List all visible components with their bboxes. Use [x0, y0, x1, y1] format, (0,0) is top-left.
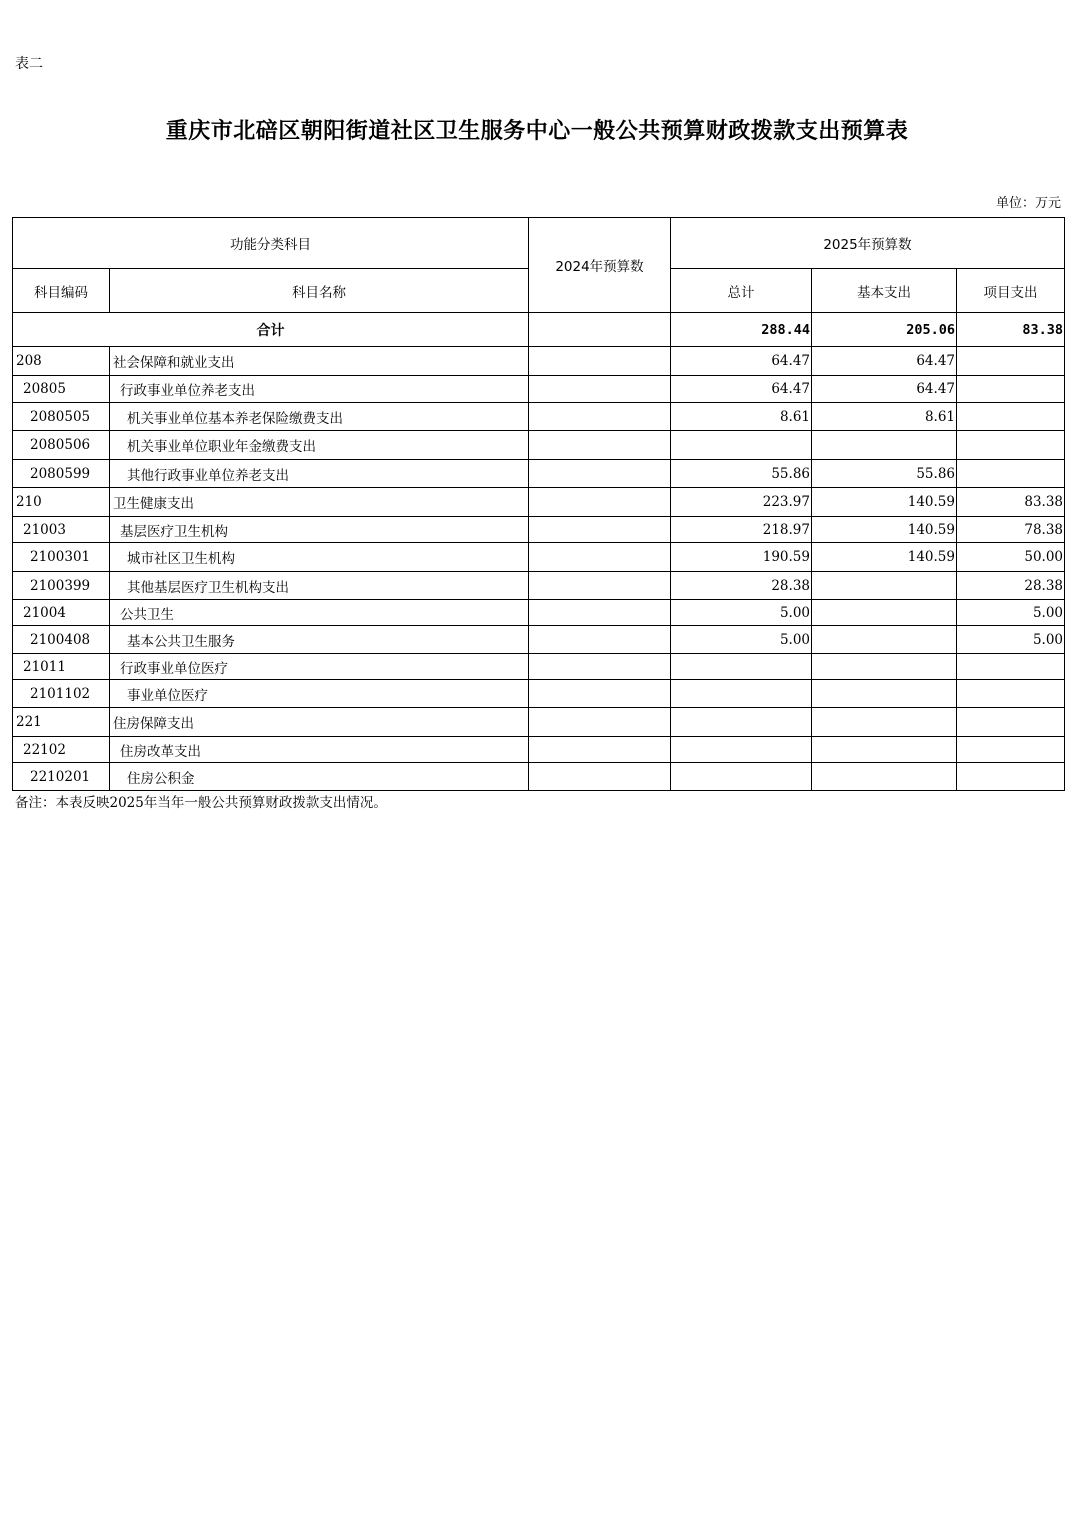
- cell-code: 2101102: [13, 680, 110, 708]
- cell-project: 83.38: [957, 488, 1065, 517]
- cell-basic: 140.59: [812, 488, 957, 517]
- footnote: 备注：本表反映2025年当年一般公共预算财政拨款支出情况。: [15, 795, 387, 811]
- cell-name: 住房改革支出: [110, 737, 529, 763]
- cell-code: 208: [13, 347, 110, 376]
- cell-name: 行政事业单位医疗: [110, 654, 529, 680]
- total-label: 合计: [13, 313, 529, 347]
- cell-code: 2080506: [13, 431, 110, 460]
- cell-total: 218.97: [671, 517, 812, 543]
- cell-project: [957, 431, 1065, 460]
- table-row: [13, 626, 1065, 654]
- cell-total: [671, 431, 812, 460]
- cell-prev: [529, 347, 671, 376]
- header-row-1: [13, 218, 1065, 269]
- cell-project: 28.38: [957, 572, 1065, 600]
- header-curr-group: 2025年预算数: [671, 218, 1065, 269]
- cell-prev: [529, 431, 671, 460]
- table-row: [13, 680, 1065, 708]
- cell-prev: [529, 572, 671, 600]
- table-row: [13, 654, 1065, 680]
- cell-total: [671, 737, 812, 763]
- cell-basic: [812, 600, 957, 626]
- header-prev-budget: 2024年预算数: [529, 218, 671, 313]
- cell-basic: 64.47: [812, 376, 957, 403]
- cell-prev: [529, 488, 671, 517]
- header-name: 科目名称: [110, 269, 529, 313]
- cell-prev: [529, 376, 671, 403]
- cell-name: 社会保障和就业支出: [110, 347, 529, 376]
- header-func-group: 功能分类科目: [13, 218, 529, 269]
- table-row: [13, 488, 1065, 517]
- table-row: [13, 572, 1065, 600]
- cell-prev: [529, 737, 671, 763]
- cell-project: [957, 680, 1065, 708]
- table-row: [13, 460, 1065, 488]
- cell-basic: [812, 654, 957, 680]
- cell-total: 28.38: [671, 572, 812, 600]
- total-basic: 205.06: [812, 313, 957, 347]
- cell-name: 基本公共卫生服务: [110, 626, 529, 654]
- cell-code: 2210201: [13, 763, 110, 791]
- page-title: 重庆市北碚区朝阳街道社区卫生服务中心一般公共预算财政拨款支出预算表: [165, 118, 909, 144]
- cell-project: [957, 403, 1065, 431]
- cell-code: 210: [13, 488, 110, 517]
- cell-project: [957, 708, 1065, 737]
- cell-total: 55.86: [671, 460, 812, 488]
- cell-basic: [812, 626, 957, 654]
- cell-name: 其他行政事业单位养老支出: [110, 460, 529, 488]
- cell-basic: 140.59: [812, 517, 957, 543]
- header-code: 科目编码: [13, 269, 110, 313]
- cell-name: 机关事业单位职业年金缴费支出: [110, 431, 529, 460]
- cell-total: 64.47: [671, 347, 812, 376]
- cell-total: 8.61: [671, 403, 812, 431]
- header-total: 总计: [671, 269, 812, 313]
- cell-basic: [812, 763, 957, 791]
- cell-total: [671, 680, 812, 708]
- cell-total: 5.00: [671, 626, 812, 654]
- cell-code: 2100399: [13, 572, 110, 600]
- cell-code: 20805: [13, 376, 110, 403]
- table-row: [13, 376, 1065, 403]
- cell-total: 64.47: [671, 376, 812, 403]
- cell-prev: [529, 403, 671, 431]
- cell-project: [957, 460, 1065, 488]
- cell-prev: [529, 680, 671, 708]
- cell-project: 5.00: [957, 600, 1065, 626]
- cell-code: 2080505: [13, 403, 110, 431]
- budget-table: [12, 217, 1065, 791]
- cell-prev: [529, 600, 671, 626]
- cell-name: 事业单位医疗: [110, 680, 529, 708]
- cell-project: [957, 763, 1065, 791]
- total-total: 288.44: [671, 313, 812, 347]
- cell-total: [671, 763, 812, 791]
- cell-prev: [529, 654, 671, 680]
- cell-code: 2100408: [13, 626, 110, 654]
- table-row: [13, 763, 1065, 791]
- cell-code: 221: [13, 708, 110, 737]
- cell-name: 机关事业单位基本养老保险缴费支出: [110, 403, 529, 431]
- cell-project: [957, 376, 1065, 403]
- cell-basic: [812, 431, 957, 460]
- cell-code: 2080599: [13, 460, 110, 488]
- cell-code: 21004: [13, 600, 110, 626]
- cell-project: 78.38: [957, 517, 1065, 543]
- table-row: [13, 517, 1065, 543]
- cell-project: 5.00: [957, 626, 1065, 654]
- table-row: [13, 708, 1065, 737]
- unit-label: 单位：万元: [995, 196, 1061, 211]
- cell-prev: [529, 763, 671, 791]
- cell-prev: [529, 626, 671, 654]
- cell-code: 21011: [13, 654, 110, 680]
- cell-name: 行政事业单位养老支出: [110, 376, 529, 403]
- cell-name: 其他基层医疗卫生机构支出: [110, 572, 529, 600]
- cell-total: 190.59: [671, 543, 812, 572]
- cell-total: 223.97: [671, 488, 812, 517]
- cell-total: [671, 708, 812, 737]
- table-row: [13, 431, 1065, 460]
- cell-name: 住房保障支出: [110, 708, 529, 737]
- total-prev: [529, 313, 671, 347]
- cell-basic: [812, 572, 957, 600]
- cell-basic: 64.47: [812, 347, 957, 376]
- table-row: [13, 737, 1065, 763]
- cell-code: 2100301: [13, 543, 110, 572]
- cell-name: 城市社区卫生机构: [110, 543, 529, 572]
- cell-basic: 55.86: [812, 460, 957, 488]
- total-row: [13, 313, 1065, 347]
- cell-basic: [812, 708, 957, 737]
- table-row: [13, 403, 1065, 431]
- cell-prev: [529, 517, 671, 543]
- header-basic: 基本支出: [812, 269, 957, 313]
- cell-total: 5.00: [671, 600, 812, 626]
- cell-basic: [812, 680, 957, 708]
- cell-prev: [529, 460, 671, 488]
- cell-project: [957, 347, 1065, 376]
- cell-project: [957, 654, 1065, 680]
- cell-project: [957, 737, 1065, 763]
- cell-basic: 140.59: [812, 543, 957, 572]
- header-project: 项目支出: [957, 269, 1065, 313]
- table-row: [13, 347, 1065, 376]
- cell-project: 50.00: [957, 543, 1065, 572]
- cell-basic: [812, 737, 957, 763]
- cell-prev: [529, 708, 671, 737]
- table-row: [13, 600, 1065, 626]
- cell-name: 卫生健康支出: [110, 488, 529, 517]
- cell-code: 21003: [13, 517, 110, 543]
- cell-name: 住房公积金: [110, 763, 529, 791]
- total-project: 83.38: [957, 313, 1065, 347]
- cell-name: 基层医疗卫生机构: [110, 517, 529, 543]
- table-number: 表二: [15, 56, 43, 72]
- cell-total: [671, 654, 812, 680]
- cell-code: 22102: [13, 737, 110, 763]
- cell-name: 公共卫生: [110, 600, 529, 626]
- table-row: [13, 543, 1065, 572]
- cell-basic: 8.61: [812, 403, 957, 431]
- cell-prev: [529, 543, 671, 572]
